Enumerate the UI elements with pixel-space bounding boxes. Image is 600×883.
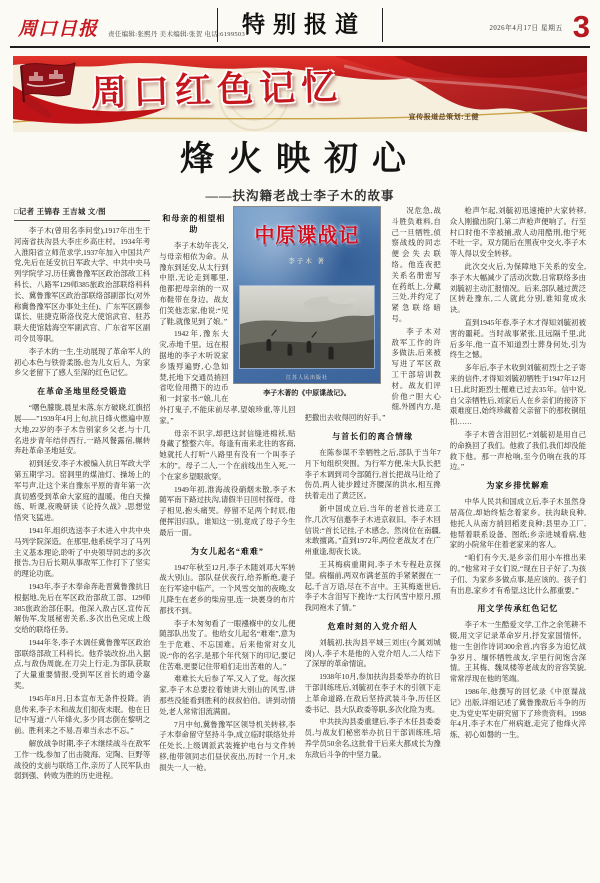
article-paragraph: 李子木一生酷爱文学,工作之余笔耕不辍,用文字记录革命岁月,抒发家国情怀。他一生创作诗词300余首,内容多为追忆战争岁月、缅怀牺牲战友,字里行间饱含深情。王其梅、魏凤楼等老战友的音容笑貌,常常浮现在他的笔端。 xyxy=(449,620,586,684)
article-paragraph: 初到延安,李子木被编入抗日军政大学第五期学习。窑洞里的煤油灯、操场上的军号声,让这个来自豫东平原的青年第一次真切感受到革命大家庭的温暖。他白天操练、听课,夜晚研读《论持久战》,思想觉悟突飞猛进。 xyxy=(14,459,151,523)
article-paragraph: “曙色朦胧,晨星未落,东方破晓,红旗招展——”1939年4月上旬,抗日烽火燃遍中原大地,22岁的李子木告别家乡父老,与十几名进步青年结伴西行,一路风餐露宿,辗转奔赴革命圣地延安。 xyxy=(14,403,151,456)
article-paragraph: 李子木对敌军工作的许多做法,后来被写进了军区敌工干部培训教材。战友们评价他:“胆大心细,外圆内方,是把撒出去收得回的好手。” xyxy=(304,326,441,423)
article-paragraph: 李子木的一生,生动展现了革命军人的初心本色与铁骨柔肠,也为儿女后人、为家乡父老留下了感人至深的红色记忆。 xyxy=(14,346,151,378)
article-paragraph: 李子木幼年丧父,与母亲相依为命。从豫东到延安,从太行到中原,无论走到哪里,他都把母亲纳的一双布鞋带在身边。战友们笑他恋家,他说:“见了鞋,就像见到了娘。” xyxy=(159,241,229,326)
section-subhead: 为女儿起名“难难” xyxy=(190,546,264,556)
article-paragraph: 中华人民共和国成立后,李子木虽然身居高位,却始终惦念着家乡。扶沟缺良种,他托人从南方捎回稻麦良种;县里办工厂,他帮着联系设备、图纸;乡亲进城看病,他家的小院常年住着老家来的客人。 xyxy=(449,497,586,550)
masthead-right xyxy=(489,10,590,44)
article-paragraph: 1945年8月,日本宣布无条件投降。消息传来,李子木和战友们彻夜未眠。他在日记中写道:“八年烽火,多少同志倒在黎明之前。胜利来之不易,吾辈当永志不忘。” xyxy=(14,693,151,736)
article-paragraph: 中共扶沟县委重建后,李子木任县委委员,与战友们秘密举办抗日干部训练班,培养学员50余名,这批骨干后来大都成长为豫东敌后斗争的中坚力量。 xyxy=(304,717,441,759)
article-paragraph: 1944年冬,李子木调任冀鲁豫军区政治部联络部敌工科科长。他乔装改扮,出入据点,与敌伪周旋,在刀尖上行走,为部队获取了大量重要情报,受到军区首长的通令嘉奖。 xyxy=(14,637,151,691)
book-author: 李子木 著 xyxy=(288,258,326,265)
section-subhead: 与首长们的离合情缘 xyxy=(332,431,414,441)
article-columns xyxy=(14,206,586,872)
article-paragraph: 王其梅病重期间,李子木专程赴京探望。病榻前,两双布满老茧的手紧紧握在一起,千言万语,尽在不言中。王其梅逝世后,李子木含泪写下挽诗:“太行风雪中原月,照我同袍未了情。” xyxy=(304,559,441,613)
article-paragraph: “咱们有今天,是乡亲们用小车推出来的。”他常对子女们说,“现在日子好了,为孩子们、为家乡多做点事,是应该的。孩子们有出息,家乡才有希望,这比什么都重要。” xyxy=(449,553,586,595)
article-subtitle: ——扶沟籍老战士李子木的故事 xyxy=(205,189,395,203)
article-paragraph: 直到1945年春,李子木才得知刘毓初被害的噩耗。当时战事紧张,且远隔千里,此后多年,他一直不知道烈士葬身何处,引为终生之憾。 xyxy=(449,317,586,360)
editors-line: 责任编辑:张熙丹 美术编辑:张贺 电话:6199503 xyxy=(108,31,246,38)
section-subhead: 在革命圣地里经受锻造 xyxy=(37,387,128,397)
section-subhead: 为家乡排忧解难 xyxy=(486,481,550,491)
page-number: 3 xyxy=(572,9,590,44)
banner-title: 周口红色记忆 xyxy=(90,66,344,114)
banner-flag-icon xyxy=(15,58,79,120)
article-paragraph: 1938年10月,参加扶沟县委举办的抗日干部训练班后,刘毓初在李子木的引领下走上革命道路,在敌后坚持武装斗争,历任区委书记、县大队政委等职,多次化险为夷。 xyxy=(304,672,441,714)
war-photo-illustration xyxy=(240,286,374,368)
article-paragraph: 李子木曾含泪回忆:“刘毓初是用自己的命换回了我们。他救了我们,我们却没能救下他。那一声枪响,至今仍响在我的耳边。” xyxy=(449,429,586,472)
book-cover-image xyxy=(233,206,381,384)
article-paragraph: 新中国成立后,当年的老首长进京工作,几次写信邀李子木进京叙旧。李子木回信说:“首长记挂,子木感念。然岗位在南疆,未敢擅离。”直到1972年,两位老战友才在广州重逢,彻夜长谈。 xyxy=(304,503,441,557)
article-paragraph: 7月中旬,冀鲁豫军区领导机关转移,李子木奉命留守坚持斗争,成立临时联络处并任处长,上级调派武装掩护电台与文件转移,他带领同志们昼伏夜出,历时一个月,未损失一人一枪。 xyxy=(159,719,296,772)
book-title: 中原谍战记 xyxy=(254,225,360,247)
article-paragraph: 1942年,豫东大灾,赤地千里。远在根据地的李子木听说家乡饿殍遍野,心急如焚,托地下交通员捎回省吃俭用攒下的边币和一封家书:“娘,儿在外打鬼子,不能床前尽孝,望娘珍重,等儿回家。” xyxy=(159,329,296,425)
article-title: 烽火映初心 xyxy=(180,141,420,178)
book-cover-photo xyxy=(239,285,375,369)
book-figure xyxy=(233,206,381,398)
article-paragraph: 难难长大后参了军,又入了党。每次探家,李子木总要拉着她讲大别山的风雪,讲那些没能看到胜利的叔叔伯伯。讲到动情处,老人常常泪流满面。 xyxy=(159,674,296,716)
byline: □记者 王锦春 王吉城 文/图 xyxy=(14,206,150,221)
article-column-4 xyxy=(450,206,586,872)
article-paragraph: 1943年,李子木奉命奔赴晋冀鲁豫抗日根据地,先后在军区政治部敌工部、129师385旅政治部任职。他深入敌占区,宣传瓦解伪军,发展秘密关系,多次出色完成上级交给的联络任务。 xyxy=(14,581,151,635)
banner-credit: 宣传报道总策划:王健 xyxy=(408,113,479,121)
article-paragraph: 况危急,战斗胜负难料,自己一旦牺牲,侦察战线的同志便会失去联络。他连夜把关系名册密写在药纸上,分藏三处,并约定了紧急联络暗号。 xyxy=(391,206,441,323)
article-paragraph: 枪声乍起,刘毓初迅速掩护大家转移,众人刚撤出院门,第二声枪声便响了。行至村口时他不幸被捕,敌人动用酷刑,他宁死不吐一字。双方随后在黑夜中交火,李子木等人得以安全转移。 xyxy=(449,206,586,259)
section-subhead: 危难时刻的入党介绍人 xyxy=(327,621,418,631)
section-title: 特别报道 xyxy=(217,8,383,42)
article-paragraph: 李子木匆匆看了一眼襁褓中的女儿,便随部队出发了。他给女儿起名“难难”,意为生于危难、不忘国难。后来他常对女儿说:“你的名字,是那个年代刻下的印记,要记住苦难,更要记住带咱们走出苦难的人。” xyxy=(159,618,296,671)
article-paragraph: 母亲不识字,却把这封信缝进棉袄,贴身藏了整整六年。每逢有南来北往的客商,她就托人打听“八路里有没有一个叫李子木的”。母子二人,一个在前线出生入死,一个在家乡望眼欲穿。 xyxy=(159,428,296,481)
article-paragraph: 在陈参谋不幸牺牲之后,部队于当年7月下旬组织突围。为行军方便,朱大队长把李子木调到司令部随行,首长把战马让给了伤员,两人徒步蹚过齐腰深的洪水,相互搀扶着走出了黄泛区。 xyxy=(304,447,441,501)
article-paragraph: 1986年,他撰写的回忆录《中原谍战记》出版,详细记述了冀鲁豫敌后斗争的历史,为党史军史研究留下了珍贵资料。1998年4月,李子木在广州病逝,走完了他烽火淬炼、初心如磐的一生。 xyxy=(449,687,586,740)
section-subhead: 用文学传承红色记忆 xyxy=(477,604,559,614)
article-paragraph: 解放战争时期,李子木继续战斗在敌军工作一线,参加了出击陇海、定陶、巨野等战役的支前与联络工作,亲历了人民军队由弱到强、转败为胜的历史进程。 xyxy=(14,739,151,781)
headline-block xyxy=(0,140,600,204)
red-memory-banner xyxy=(13,56,587,132)
article-paragraph: 1941年,组织选送李子木进入中共中央马列学院深造。在那里,他系统学习了马列主义基本理论,聆听了中央领导同志的多次报告,为日后长期从事敌军工作打下了坚实的理论功底。 xyxy=(14,525,151,579)
article-paragraph: 此次交火后,为保障地下关系的安全,李子木大幅减少了活动次数,日常联络多由刘毓初主动汇报情况。后来,部队越过黄泛区转赴豫东,二人就此分别,谁知竟成永诀。 xyxy=(449,261,586,315)
paper-name: 周口日报 xyxy=(18,19,99,40)
masthead xyxy=(10,6,590,48)
section-subhead: 和母亲的相望相助 xyxy=(162,214,226,234)
article-column-1 xyxy=(14,206,150,872)
book-publisher: 江苏人民出版社 xyxy=(285,376,328,381)
article-paragraph: 1947年秋至12月,李子木随刘邓大军转战大别山。部队昼伏夜行,给养断绝,妻子在行军途中临产。一个风雪交加的夜晚,女儿降生在老乡的柴房里,连一块裹身的布片都找不到。 xyxy=(159,562,296,615)
article-paragraph: 多年后,李子木收到刘毓初烈士之子寄来的信件,才得知刘毓初牺牲于1947年12月1日,此时距烈士罹难已过去35年。信中说,自父亲牺牲后,刘家后人在乡亲们的接济下艰难度日,始终珍藏着父亲留下的那枚铜纽扣…… xyxy=(449,363,586,427)
date-line: 2026年4月17日 星期五 xyxy=(489,25,563,32)
article-paragraph: 1949年初,淮海战役硝烟未散,李子木随军南下路过扶沟,请假半日回村探母。母子相见,抱头痛哭。停留不足两个时辰,他便挥泪归队。谁知这一别,竟成了母子今生最后一面。 xyxy=(159,484,296,537)
figure-caption: 李子木著的《中原谍战记》。 xyxy=(263,389,351,397)
article-paragraph: 刘毓初,扶沟县平城三刘庄(今属刘城岗)人,李子木是他的入党介绍人,二人结下了深厚的革命情谊。 xyxy=(304,637,441,669)
article-paragraph: 李子木(曾用名李问堂),1917年出生于河南省扶沟县大李庄乡高庄村。1934年考入淮阳省立师范求学,1937年加入中国共产党,先后在延安抗日军政大学、中共中央马列学院学习,历任冀鲁豫军区政治部敌工科科长、八路军129师385旅政治部联络科科长、冀鲁豫军区政治部联络部副部长(对外称冀鲁豫军区办事处主任)、广东军区副参谋长、驻捷克斯洛伐克大使馆武官、驻苏联大使馆陆海空军副武官、广东省军区副司令员等职。 xyxy=(14,226,151,343)
